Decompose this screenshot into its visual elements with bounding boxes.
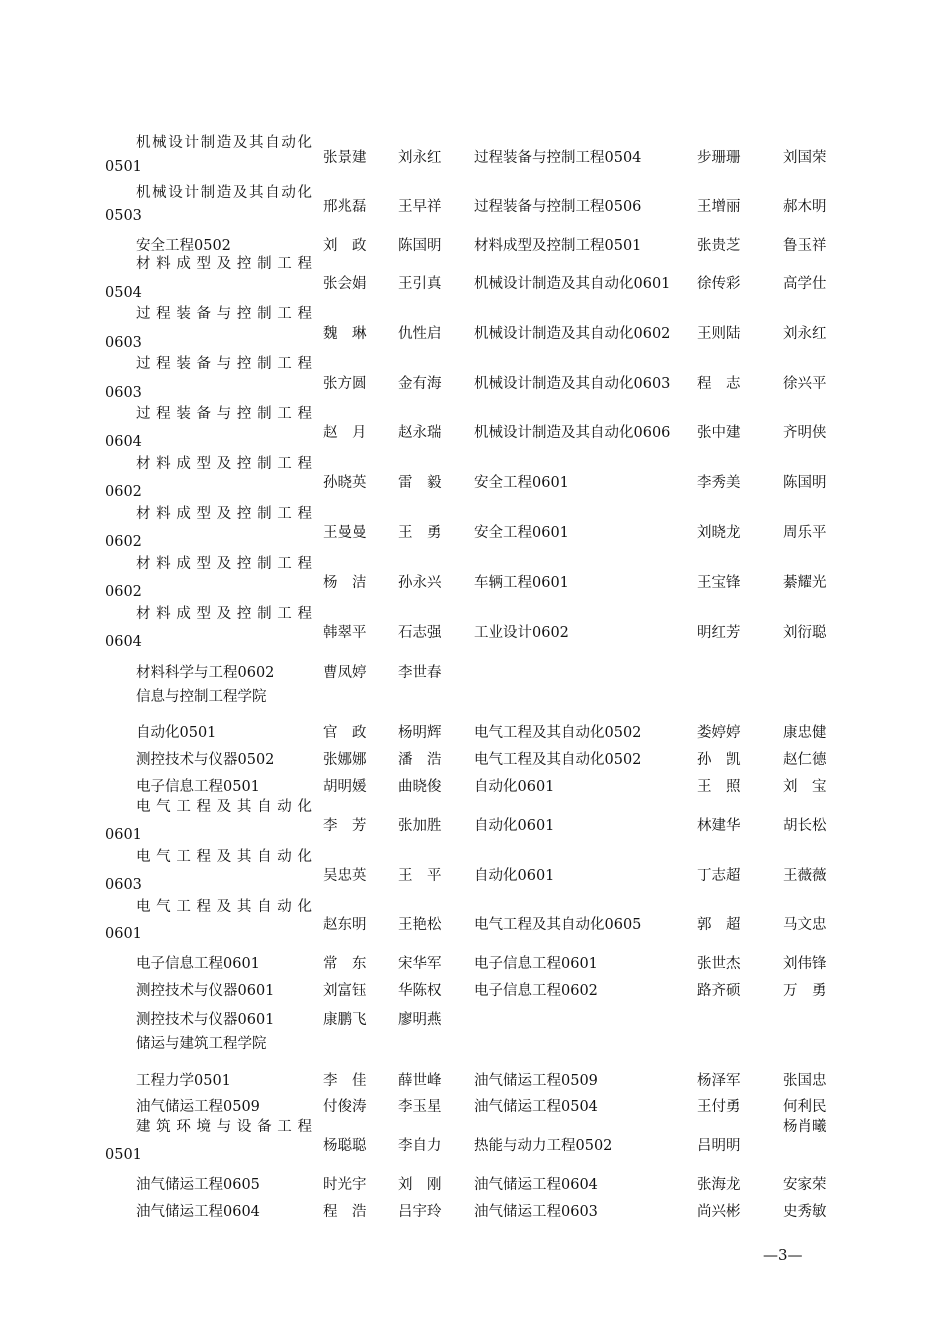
class-name: 油气储运工程0509 <box>136 1099 260 1115</box>
advisor-name: 王 平 <box>398 868 442 884</box>
advisor-name: 王 照 <box>697 779 741 795</box>
advisor-name: 陈国明 <box>783 475 827 491</box>
class-name: 油气储运工程0605 <box>136 1177 260 1193</box>
class-name: 自动化0601 <box>474 779 555 795</box>
advisor-name: 宋华军 <box>398 956 442 972</box>
class-name-line1: 过程装备与控制工程 <box>136 406 312 422</box>
class-name: 电气工程及其自动化0502 <box>474 725 642 741</box>
advisor-name: 孙永兴 <box>398 575 442 591</box>
section-heading: 储运与建筑工程学院 <box>136 1036 267 1052</box>
advisor-name: 赵东明 <box>323 917 367 933</box>
advisor-name: 赵永瑞 <box>398 425 442 441</box>
class-name-line2: 0602 <box>105 584 142 600</box>
class-name-line1: 机械设计制造及其自动化 <box>136 185 312 201</box>
advisor-name: 张会娟 <box>323 276 367 292</box>
advisor-name: 孙 凯 <box>697 752 741 768</box>
advisor-name: 程 浩 <box>323 1204 367 1220</box>
advisor-name: 张景建 <box>323 150 367 166</box>
advisor-name: 林建华 <box>697 818 741 834</box>
class-name: 材料科学与工程0602 <box>136 665 275 681</box>
advisor-name: 康忠健 <box>783 725 827 741</box>
class-name-line2: 0501 <box>105 1147 142 1163</box>
class-name-line1: 电气工程及其自动化 <box>136 799 312 815</box>
class-name: 油气储运工程0509 <box>474 1073 598 1089</box>
advisor-name: 刘永红 <box>783 326 827 342</box>
class-name: 热能与动力工程0502 <box>474 1138 613 1154</box>
class-name-line2: 0603 <box>105 877 142 893</box>
page-number: —3— <box>763 1246 803 1264</box>
class-name-line2: 0601 <box>105 827 142 843</box>
advisor-name: 刘富钰 <box>323 983 367 999</box>
advisor-name: 李 芳 <box>323 818 367 834</box>
advisor-name: 路齐硕 <box>697 983 741 999</box>
advisor-name: 雷 毅 <box>398 475 442 491</box>
advisor-name: 杨聪聪 <box>323 1138 367 1154</box>
class-name-line2: 0601 <box>105 926 142 942</box>
class-name: 机械设计制造及其自动化0606 <box>474 425 671 441</box>
advisor-name: 赵 月 <box>323 425 367 441</box>
class-name: 电子信息工程0601 <box>474 956 598 972</box>
advisor-name: 曹凤婷 <box>323 665 367 681</box>
advisor-name: 刘晓龙 <box>697 525 741 541</box>
advisor-name: 程 志 <box>697 376 741 392</box>
advisor-name: 张中建 <box>697 425 741 441</box>
class-name-line1: 材料成型及控制工程 <box>136 606 312 622</box>
class-name-line1: 材料成型及控制工程 <box>136 456 312 472</box>
advisor-name: 安家荣 <box>783 1177 827 1193</box>
advisor-name: 李秀美 <box>697 475 741 491</box>
advisor-name: 潘 浩 <box>398 752 442 768</box>
advisor-name: 綦耀光 <box>783 575 827 591</box>
class-name: 油气储运工程0504 <box>474 1099 598 1115</box>
class-name-line1: 材料成型及控制工程 <box>136 506 312 522</box>
advisor-name: 鲁玉祥 <box>783 238 827 254</box>
class-name-line2: 0503 <box>105 208 142 224</box>
advisor-name: 张娜娜 <box>323 752 367 768</box>
advisor-name: 张加胜 <box>398 818 442 834</box>
advisor-name: 马文忠 <box>783 917 827 933</box>
advisor-name: 胡明媛 <box>323 779 367 795</box>
advisor-name: 胡长松 <box>783 818 827 834</box>
class-name-line2: 0604 <box>105 434 142 450</box>
advisor-name: 史秀敏 <box>783 1204 827 1220</box>
advisor-name: 王增丽 <box>697 199 741 215</box>
advisor-name: 刘 宝 <box>783 779 827 795</box>
advisor-name: 杨明辉 <box>398 725 442 741</box>
advisor-name: 张国忠 <box>783 1073 827 1089</box>
class-name: 油气储运工程0604 <box>136 1204 260 1220</box>
advisor-name: 步珊珊 <box>697 150 741 166</box>
advisor-name: 吕宇玲 <box>398 1204 442 1220</box>
class-name-line2: 0604 <box>105 634 142 650</box>
advisor-name: 王付勇 <box>697 1099 741 1115</box>
advisor-name: 李玉星 <box>398 1099 442 1115</box>
advisor-name: 王宝锋 <box>697 575 741 591</box>
advisor-name: 陈国明 <box>398 238 442 254</box>
advisor-name: 何利民 <box>783 1099 827 1115</box>
section-heading: 信息与控制工程学院 <box>136 689 267 705</box>
advisor-name: 万 勇 <box>783 983 827 999</box>
class-name-line1: 电气工程及其自动化 <box>136 899 312 915</box>
class-name: 电子信息工程0601 <box>136 956 260 972</box>
class-name: 机械设计制造及其自动化0601 <box>474 276 671 292</box>
class-name: 测控技术与仪器0601 <box>136 983 275 999</box>
advisor-name: 李世春 <box>398 665 442 681</box>
advisor-name: 周乐平 <box>783 525 827 541</box>
advisor-name: 廖明燕 <box>398 1012 442 1028</box>
advisor-name: 徐传彩 <box>697 276 741 292</box>
class-name-line2: 0504 <box>105 285 142 301</box>
class-name: 工业设计0602 <box>474 625 569 641</box>
class-name-line1: 电气工程及其自动化 <box>136 849 312 865</box>
class-name-line2: 0603 <box>105 335 142 351</box>
class-name-line1: 材料成型及控制工程 <box>136 256 312 272</box>
class-name: 过程装备与控制工程0506 <box>474 199 642 215</box>
class-name-line2: 0603 <box>105 385 142 401</box>
class-name: 自动化0601 <box>474 868 555 884</box>
class-name-line2: 0602 <box>105 534 142 550</box>
advisor-name: 王则陆 <box>697 326 741 342</box>
advisor-name: 徐兴平 <box>783 376 827 392</box>
advisor-name: 杨 洁 <box>323 575 367 591</box>
advisor-name: 王薇薇 <box>783 868 827 884</box>
advisor-name: 官 政 <box>323 725 367 741</box>
class-name: 电子信息工程0501 <box>136 779 260 795</box>
class-name: 材料成型及控制工程0501 <box>474 238 642 254</box>
class-name: 安全工程0601 <box>474 525 569 541</box>
advisor-name: 孙晓英 <box>323 475 367 491</box>
class-name: 电气工程及其自动化0605 <box>474 917 642 933</box>
class-name: 安全工程0601 <box>474 475 569 491</box>
advisor-name: 刘永红 <box>398 150 442 166</box>
advisor-name: 丁志超 <box>697 868 741 884</box>
advisor-name: 杨肖曦 <box>783 1119 827 1135</box>
advisor-name: 吴忠英 <box>323 868 367 884</box>
advisor-name: 齐明侠 <box>783 425 827 441</box>
class-name: 油气储运工程0603 <box>474 1204 598 1220</box>
advisor-name: 石志强 <box>398 625 442 641</box>
advisor-name: 刘国荣 <box>783 150 827 166</box>
class-name-line1: 过程装备与控制工程 <box>136 306 312 322</box>
advisor-name: 张世杰 <box>697 956 741 972</box>
advisor-name: 金有海 <box>398 376 442 392</box>
advisor-name: 赵仁德 <box>783 752 827 768</box>
class-name-line1: 材料成型及控制工程 <box>136 556 312 572</box>
advisor-name: 吕明明 <box>697 1138 741 1154</box>
class-name: 机械设计制造及其自动化0602 <box>474 326 671 342</box>
advisor-name: 王曼曼 <box>323 525 367 541</box>
class-name: 电子信息工程0602 <box>474 983 598 999</box>
advisor-name: 尚兴彬 <box>697 1204 741 1220</box>
advisor-name: 李 佳 <box>323 1073 367 1089</box>
advisor-name: 李自力 <box>398 1138 442 1154</box>
class-name-line1: 过程装备与控制工程 <box>136 356 312 372</box>
advisor-name: 韩翠平 <box>323 625 367 641</box>
advisor-name: 张贵芝 <box>697 238 741 254</box>
advisor-name: 张海龙 <box>697 1177 741 1193</box>
class-name: 工程力学0501 <box>136 1073 231 1089</box>
class-name-line1: 建筑环境与设备工程 <box>136 1119 312 1135</box>
advisor-name: 刘 刚 <box>398 1177 442 1193</box>
advisor-name: 王早祥 <box>398 199 442 215</box>
class-name-line1: 机械设计制造及其自动化 <box>136 135 312 151</box>
advisor-name: 高学仕 <box>783 276 827 292</box>
advisor-name: 郭 超 <box>697 917 741 933</box>
advisor-name: 魏 琳 <box>323 326 367 342</box>
advisor-name: 王艳松 <box>398 917 442 933</box>
advisor-name: 刘伟锋 <box>783 956 827 972</box>
class-name: 测控技术与仪器0601 <box>136 1012 275 1028</box>
class-name: 自动化0501 <box>136 725 217 741</box>
class-name: 测控技术与仪器0502 <box>136 752 275 768</box>
class-name-line2: 0501 <box>105 159 142 175</box>
class-name: 车辆工程0601 <box>474 575 569 591</box>
advisor-name: 时光宇 <box>323 1177 367 1193</box>
class-name: 自动化0601 <box>474 818 555 834</box>
class-name: 机械设计制造及其自动化0603 <box>474 376 671 392</box>
advisor-name: 明红芳 <box>697 625 741 641</box>
advisor-name: 康鹏飞 <box>323 1012 367 1028</box>
advisor-name: 刘 政 <box>323 238 367 254</box>
class-name: 电气工程及其自动化0502 <box>474 752 642 768</box>
advisor-name: 娄婷婷 <box>697 725 741 741</box>
advisor-name: 杨泽军 <box>697 1073 741 1089</box>
advisor-name: 常 东 <box>323 956 367 972</box>
advisor-name: 王引真 <box>398 276 442 292</box>
advisor-name: 付俊涛 <box>323 1099 367 1115</box>
advisor-name: 王 勇 <box>398 525 442 541</box>
class-name: 安全工程0502 <box>136 238 231 254</box>
class-name: 过程装备与控制工程0504 <box>474 150 642 166</box>
advisor-name: 邢兆磊 <box>323 199 367 215</box>
class-name-line2: 0602 <box>105 484 142 500</box>
advisor-name: 曲晓俊 <box>398 779 442 795</box>
advisor-name: 刘衍聪 <box>783 625 827 641</box>
advisor-name: 薛世峰 <box>398 1073 442 1089</box>
advisor-name: 郝木明 <box>783 199 827 215</box>
advisor-name: 华陈权 <box>398 983 442 999</box>
class-name: 油气储运工程0604 <box>474 1177 598 1193</box>
advisor-name: 仇性启 <box>398 326 442 342</box>
advisor-name: 张方圆 <box>323 376 367 392</box>
